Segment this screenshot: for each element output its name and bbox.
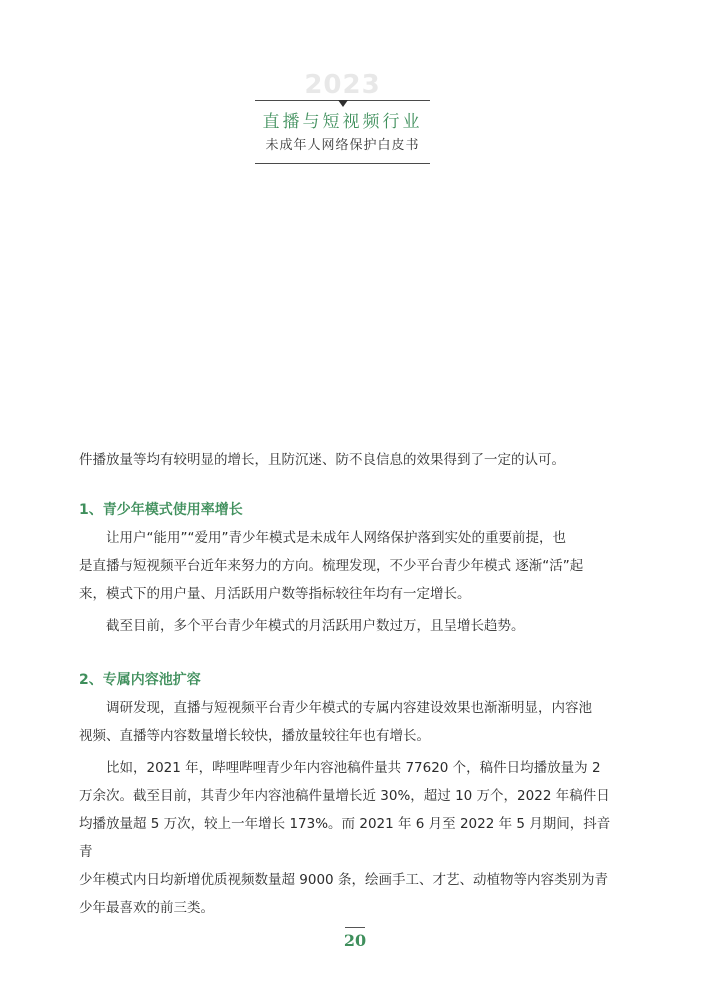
text-line: 让用户“能用”“爱用”青少年模式是未成年人网络保护落到实处的重要前提，也 [106, 530, 566, 546]
report-subtitle: 未成年人网络保护白皮书 [265, 138, 420, 153]
section1-paragraph-2: 截至目前，多个平台青少年模式的月活跃用户数过万，且呈增长趋势。 [106, 618, 525, 634]
page-footer [0, 927, 710, 950]
triangle-marker-icon [338, 100, 348, 107]
header-divider-top [255, 100, 430, 101]
report-title: 直播与短视频行业 [262, 112, 423, 132]
header-divider-bottom [255, 163, 430, 164]
footer-divider [345, 927, 365, 928]
text-line: 少年模式内日均新增优质视频数量超 9000 条，绘画手工、才艺、动植物等内容类别为青 [79, 872, 608, 888]
text-line: 少年最喜欢的前三类。 [79, 900, 214, 916]
text-line: 万余次。截至目前，其青少年内容池稿件量增长近 30%，超过 10 万个，2022 年稿件日 [79, 788, 610, 804]
section-heading-2: 2、专属内容池扩容 [79, 672, 201, 688]
page-number: 20 [343, 931, 367, 950]
section1-paragraph-1 [79, 524, 619, 608]
text-line: 来，模式下的用户量、月活跃用户数等指标较往年均有一定增长。 [79, 586, 471, 602]
text-line: 均播放量超 5 万次，较上一年增长 173%。而 2021 年 6 月至 2022 年 5 月期间，抖音青 [79, 816, 611, 860]
intro-paragraph: 件播放量等均有较明显的增长，且防沉迷、防不良信息的效果得到了一定的认可。 [79, 452, 565, 468]
report-year: 2023 [304, 70, 381, 100]
section-heading-1: 1、青少年模式使用率增长 [79, 502, 243, 518]
text-line: 是直播与短视频平台近年来努力的方向。梳理发现，不少平台青少年模式 逐渐“活”起 [79, 558, 584, 574]
report-header [255, 70, 430, 164]
section2-paragraph-1 [79, 694, 619, 750]
section2-paragraph-2 [79, 754, 619, 922]
page-body [79, 446, 619, 922]
text-line: 比如，2021 年，哔哩哔哩青少年内容池稿件量共 77620 个，稿件日均播放量为 2 [106, 760, 601, 776]
text-line: 视频、直播等内容数量增长较快，播放量较往年也有增长。 [79, 728, 430, 744]
text-line: 调研发现，直播与短视频平台青少年模式的专属内容建设效果也渐渐明显，内容池 [106, 700, 592, 716]
